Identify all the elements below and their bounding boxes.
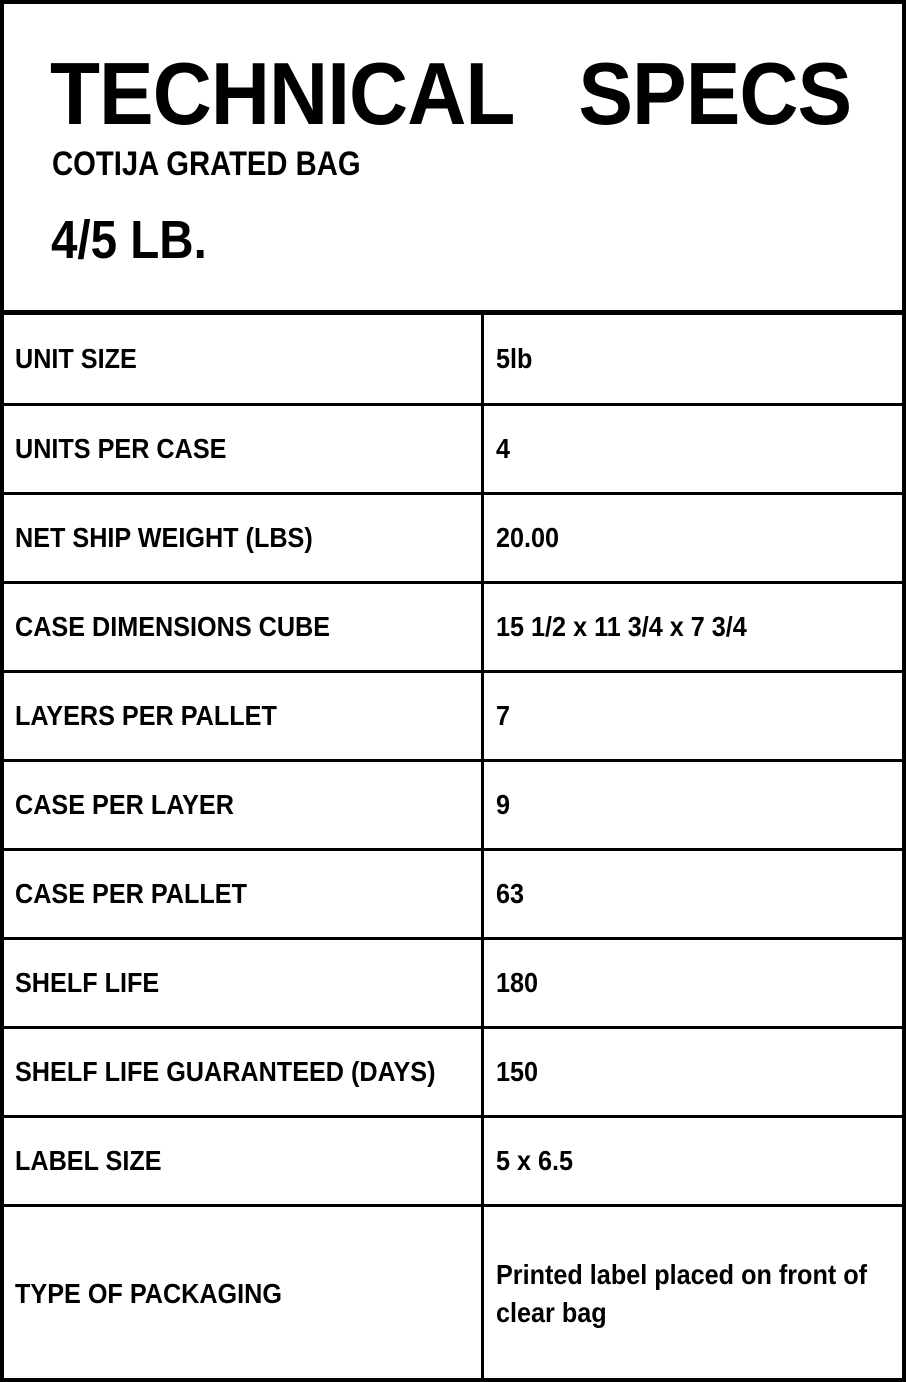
table-row (4, 1116, 902, 1205)
table-row (4, 938, 902, 1027)
product-name: COTIJA GRATED BAG (52, 145, 361, 183)
pack-size: 4/5 LB. (51, 210, 207, 270)
spec-value: 20.00 (496, 521, 560, 553)
spec-value: Printed label placed on front of clear bag (496, 1258, 868, 1328)
table-row (4, 1027, 902, 1116)
spec-label-cell (4, 582, 483, 671)
spec-label: LAYERS PER PALLET (15, 699, 277, 731)
spec-value: 15 1/2 x 11 3/4 x 7 3/4 (496, 610, 747, 642)
spec-label-cell (4, 493, 483, 582)
table-row (4, 1205, 902, 1381)
table-row (4, 493, 902, 582)
spec-value: 63 (496, 877, 525, 909)
spec-value: 150 (496, 1055, 539, 1087)
spec-value-cell (483, 1116, 903, 1205)
spec-label-cell (4, 315, 483, 404)
spec-value: 5 x 6.5 (496, 1144, 574, 1176)
table-row (4, 315, 902, 404)
spec-label-cell (4, 1205, 483, 1381)
spec-value-cell (483, 938, 903, 1027)
spec-label: SHELF LIFE (15, 966, 160, 998)
spec-value-cell (483, 1205, 903, 1381)
spec-label: CASE PER LAYER (15, 788, 234, 820)
table-row (4, 849, 902, 938)
spec-value-cell (483, 671, 903, 760)
spec-value: 5lb (496, 342, 533, 374)
table-row (4, 582, 902, 671)
spec-label: TYPE OF PACKAGING (15, 1277, 282, 1309)
spec-label-cell (4, 671, 483, 760)
spec-value: 7 (496, 699, 511, 731)
table-row (4, 671, 902, 760)
spec-label: SHELF LIFE GUARANTEED (DAYS) (15, 1055, 436, 1087)
spec-value: 4 (496, 432, 511, 464)
spec-label-cell (4, 1116, 483, 1205)
spec-label: UNITS PER CASE (15, 432, 227, 464)
spec-label-cell (4, 760, 483, 849)
spec-value-cell (483, 315, 903, 404)
spec-label: CASE PER PALLET (15, 877, 247, 909)
table-row (4, 760, 902, 849)
spec-value-cell (483, 404, 903, 493)
spec-label: CASE DIMENSIONS CUBE (15, 610, 331, 642)
page-title: TECHNICAL SPECS (50, 44, 852, 143)
spec-value-cell (483, 582, 903, 671)
spec-value-cell (483, 493, 903, 582)
spec-table (4, 315, 902, 1381)
spec-value-cell (483, 760, 903, 849)
spec-label-cell (4, 938, 483, 1027)
spec-label: UNIT SIZE (15, 342, 137, 374)
spec-value-cell (483, 1027, 903, 1116)
spec-label: NET SHIP WEIGHT (LBS) (15, 521, 313, 553)
table-row (4, 404, 902, 493)
spec-label: LABEL SIZE (15, 1144, 162, 1176)
spec-label-cell (4, 849, 483, 938)
spec-header (4, 4, 902, 315)
spec-value: 9 (496, 788, 511, 820)
spec-label-cell (4, 1027, 483, 1116)
spec-label-cell (4, 404, 483, 493)
spec-value-cell (483, 849, 903, 938)
spec-value: 180 (496, 966, 539, 998)
